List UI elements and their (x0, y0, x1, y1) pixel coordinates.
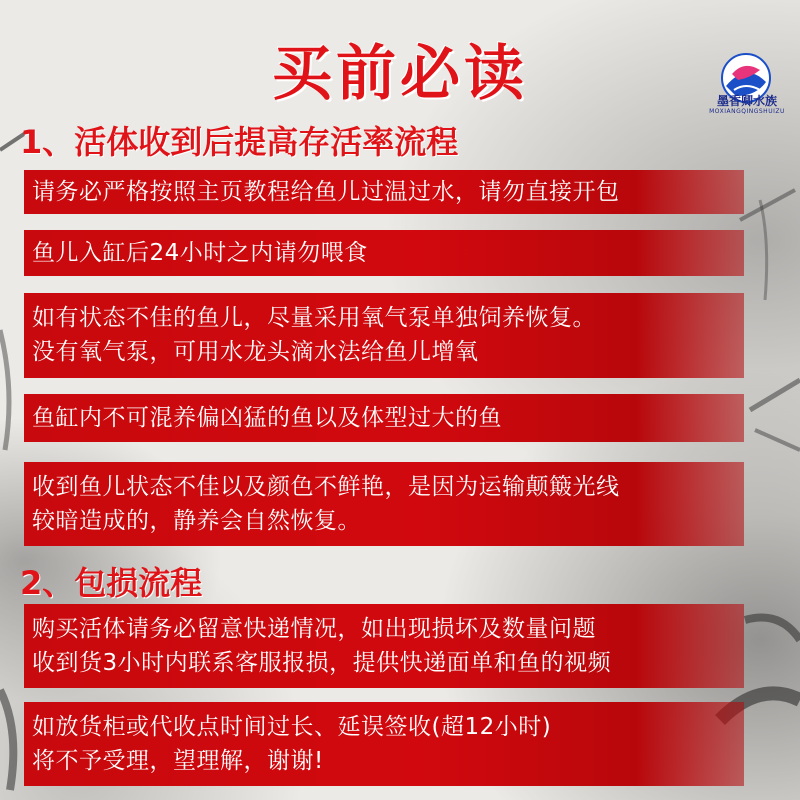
notice-line: 鱼缸内不可混养偏凶猛的鱼以及体型过大的鱼 (32, 405, 502, 431)
notice-line: 请务必严格按照主页教程给鱼儿过温过水，请勿直接开包 (32, 179, 620, 205)
notice-box (24, 230, 744, 276)
section-heading-survival: 1、活体收到后提高存活率流程 (20, 123, 459, 161)
notice-line: 收到鱼儿状态不佳以及颜色不鲜艳，是因为运输颠簸光线 (32, 474, 620, 500)
section-heading-damage: 2、包损流程 (20, 564, 203, 602)
notice-line: 如放货柜或代收点时间过长、延误签收(超12小时) (32, 714, 552, 740)
notice-line: 将不予受理，望理解，谢谢! (32, 748, 324, 774)
notice-line: 没有氧气泵，可用水龙头滴水法给鱼儿增氧 (32, 339, 479, 365)
notice-box (24, 394, 744, 442)
notice-line: 如有状态不佳的鱼儿，尽量采用氧气泵单独饲养恢复。 (32, 305, 596, 331)
page-title: 买前必读 (272, 39, 528, 109)
notice-box (24, 170, 744, 214)
brand-subtitle: MOXIANGQINGSHUIZU (709, 108, 785, 115)
notice-box (24, 293, 744, 378)
notice-line: 购买活体请务必留意快递情况，如出现损坏及数量问题 (32, 616, 596, 642)
notice-box (24, 462, 744, 546)
brand-name: 墨香卿水族 (716, 94, 777, 108)
notice-box (24, 604, 744, 688)
notice-line: 鱼儿入缸后24小时之内请勿喂食 (32, 240, 368, 266)
notice-box (24, 702, 744, 786)
notice-line: 收到货3小时内联系客服报损，提供快递面单和鱼的视频 (32, 650, 612, 676)
notice-line: 较暗造成的，静养会自然恢复。 (32, 508, 361, 534)
